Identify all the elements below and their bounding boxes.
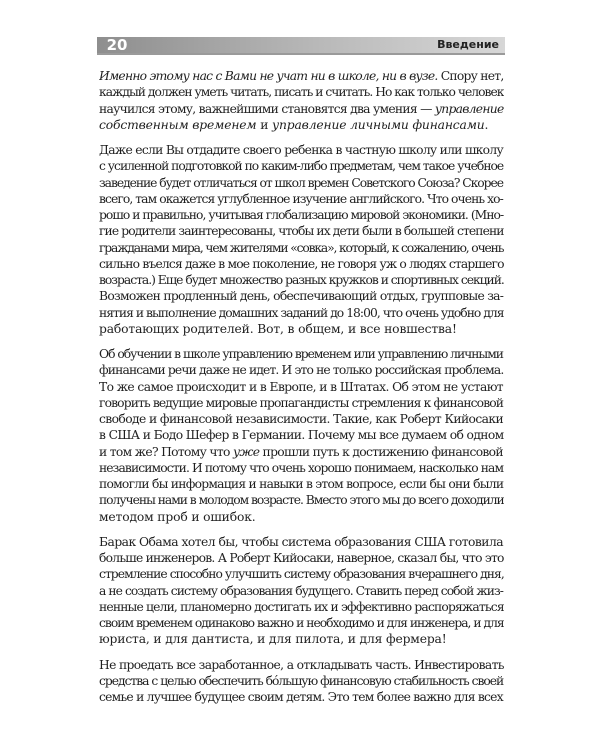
text-run: с усиленной подготовкой по каким-либо предметам, чем такое учебное bbox=[99, 159, 504, 174]
text-line bbox=[99, 444, 504, 460]
text-line bbox=[99, 379, 504, 395]
italic-run: управление bbox=[434, 101, 504, 116]
paragraph bbox=[99, 346, 504, 525]
text-run: и том же? Потому что bbox=[99, 444, 233, 459]
text-run: возраста.) Еще будет множество разных кружков и спортивных секций. bbox=[99, 273, 504, 287]
text-run: Барак Обама хотел бы, чтобы система образования США готовила bbox=[99, 534, 504, 549]
paragraph bbox=[99, 142, 504, 337]
text-line bbox=[99, 550, 504, 566]
text-line bbox=[99, 395, 504, 411]
text-line bbox=[99, 240, 504, 256]
text-line bbox=[99, 566, 504, 582]
text-line bbox=[99, 207, 504, 223]
text-line bbox=[99, 476, 504, 492]
text-line bbox=[99, 427, 504, 443]
text-run: работающих родителей. Вот, в общем, и все новшества! bbox=[99, 321, 457, 336]
text-run: и bbox=[256, 117, 273, 132]
section-title: Введение bbox=[437, 38, 499, 51]
italic-run: собственным временем bbox=[99, 117, 257, 132]
text-line bbox=[99, 534, 504, 550]
text-run: гие родители заинтересованы, чтобы их дети были в большей степени bbox=[99, 224, 504, 239]
text-line bbox=[99, 321, 504, 337]
italic-run: Именно этому нас с Вами не учат ни в школе, ни в вузе. bbox=[99, 69, 438, 83]
text-run: гражданами мира, чем жителями «совка», который, к сожалению, очень bbox=[99, 240, 504, 255]
paragraph bbox=[99, 534, 504, 648]
text-run: Об обучении в школе управлению временем или управлению личными bbox=[99, 347, 503, 361]
text-line bbox=[99, 615, 504, 631]
text-run: заведение будет отличаться от школ времен Советского Союза? Скорее bbox=[99, 175, 503, 190]
text-line bbox=[99, 305, 504, 321]
text-run: финансами речи даже не идет. И это не только российская проблема. bbox=[99, 363, 504, 378]
text-run: говорить ведущие мировые пропагандисты стремления к финансовой bbox=[99, 395, 504, 410]
italic-run: управление личными финансами bbox=[272, 117, 485, 132]
text-run: в США и Бодо Шефер в Германии. Почему мы все думаем об одном bbox=[99, 428, 504, 443]
text-run: Спору нет, bbox=[437, 69, 504, 83]
text-line bbox=[99, 272, 504, 288]
text-line bbox=[99, 583, 504, 599]
text-run: Даже если Вы отдадите своего ребенка в частную школу или школу bbox=[99, 143, 503, 157]
text-line bbox=[99, 256, 504, 272]
text-line bbox=[99, 411, 504, 427]
text-line bbox=[99, 460, 504, 476]
text-line bbox=[99, 175, 504, 191]
text-line bbox=[99, 117, 504, 133]
text-line bbox=[99, 689, 504, 705]
text-run: рошо и правильно, учитывая глобализацию мировой экономики. (Мно- bbox=[99, 208, 504, 222]
text-run: сильно въелся даже в мое поколение, не говоря уж о людях старшего bbox=[99, 256, 504, 271]
text-run: каждый должен уметь читать, писать и считать. Но как только человек bbox=[99, 85, 504, 100]
text-run: помогли бы информация и навыки в этом вопросе, если бы они были bbox=[99, 477, 504, 491]
text-run: Возможен продленный день, обеспечивающий отдых, групповые за- bbox=[99, 289, 504, 304]
text-run: получены нами в молодом возрасте. Вместо этого мы до всего доходили bbox=[99, 493, 504, 508]
text-line bbox=[99, 142, 504, 158]
text-run: своим временем одинаково важно и необходимо и для инженера, и для bbox=[99, 616, 504, 630]
text-line bbox=[99, 346, 504, 362]
page-number: 20 bbox=[106, 36, 128, 54]
text-run: семье и лучшее будущее своим детям. Это тем более важно для всех bbox=[99, 690, 503, 704]
text-line bbox=[99, 509, 504, 525]
text-run: нятия и выполнение домашних заданий до 18:00, что очень удобно для bbox=[99, 305, 504, 320]
text-line bbox=[99, 362, 504, 378]
text-line bbox=[99, 288, 504, 304]
text-run: методом проб и ошибок. bbox=[99, 509, 256, 524]
text-run: юриста, и для дантиста, и для пилота, и для фермера! bbox=[99, 632, 447, 647]
text-line bbox=[99, 68, 504, 84]
text-line bbox=[99, 223, 504, 239]
text-line bbox=[99, 84, 504, 100]
text-run: больше инженеров. А Роберт Кийосаки, наверное, сказал бы, что это bbox=[99, 551, 504, 565]
text-run: всего, там окажется углубленное изучение английского. Что очень хо- bbox=[99, 191, 503, 206]
text-run: Не проедать все заработанное, а откладывать часть. Инвестировать bbox=[99, 657, 504, 672]
paragraph bbox=[99, 657, 504, 706]
text-run: То же самое происходит и в Европе, и в Штатах. Об этом не устают bbox=[99, 379, 504, 394]
text-line bbox=[99, 492, 504, 508]
text-run: ненные цели, планомерно достигать их и эффективно распоряжаться bbox=[99, 599, 504, 614]
text-line bbox=[99, 657, 504, 673]
text-line bbox=[99, 673, 504, 689]
text-run: . bbox=[484, 117, 489, 132]
text-line bbox=[99, 191, 504, 207]
text-run: научился этому, важнейшими становятся два умения — bbox=[99, 101, 435, 116]
text-run: прошли путь к достижению финансовой bbox=[259, 444, 503, 459]
text-run: стремление способно улучшить систему образования вчерашнего дня, bbox=[99, 567, 504, 582]
text-line bbox=[99, 631, 504, 647]
text-run: а не создать систему образования будущего. Ставить перед собой жиз- bbox=[99, 583, 503, 598]
body-text bbox=[99, 68, 504, 714]
text-line bbox=[99, 101, 504, 117]
text-run: независимости. И потому что очень хорошо понимаем, насколько нам bbox=[99, 460, 504, 475]
italic-run: уже bbox=[232, 444, 260, 459]
text-line bbox=[99, 599, 504, 615]
running-header bbox=[97, 37, 505, 55]
header-rule bbox=[97, 53, 505, 55]
paragraph bbox=[99, 68, 504, 133]
text-run: средства с целью обеспечить бóльшую финансовую стабильность своей bbox=[99, 673, 504, 688]
text-run: свободе и финансовой независимости. Такие, как Роберт Кийосаки bbox=[99, 412, 504, 426]
text-line bbox=[99, 158, 504, 174]
